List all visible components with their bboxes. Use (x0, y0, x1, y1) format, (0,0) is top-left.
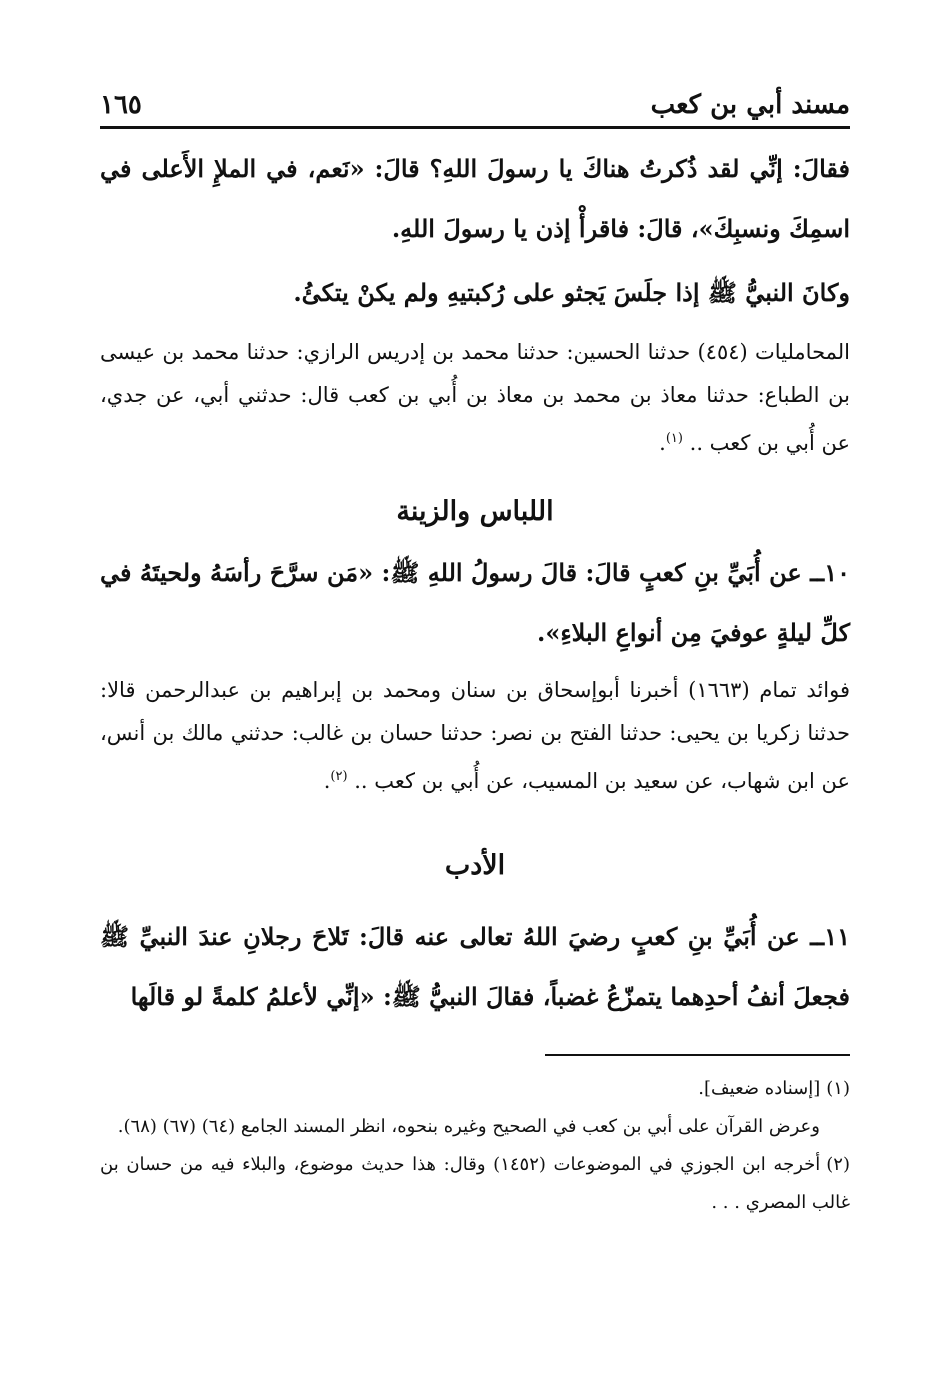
section-heading-clothing: اللباس والزينة (396, 496, 554, 527)
section-heading-manners: الأدب (444, 850, 506, 881)
footnote-2 (100, 1146, 850, 1222)
hadith-10: ١٠ــ عن أُبَيِّ بنِ كعبٍ قالَ: قالَ رسولُ اللهِ ﷺ: «مَن سرَّحَ رأسَهُ ولحيتَهُ في كلِّ ليلةٍ عوفيَ مِن أنواعِ البلاءِ». (100, 558, 850, 647)
footnote-ref-2: (٢) (330, 769, 348, 784)
source-text-1: المحامليات (٤٥٤) حدثنا الحسين: حدثنا محمد بن إدريس الرازي: حدثنا محمد بن عيسى بن الطباع: حدثنا معاذ بن محمد بن معاذ بن أُبي بن كعب قال: حدثني أبي، عن جدي، عن أُبي بن كعب .. $^{(١)}$. (100, 340, 851, 455)
page-header (100, 72, 850, 129)
footnote-divider (545, 1054, 850, 1056)
footnote-number: (١) (826, 1078, 850, 1099)
hadith-11: ١١ــ عن أُبَيِّ بنِ كعبٍ رضيَ اللهُ تعالى عنه قالَ: تَلاحَ رجلانِ عندَ النبيِّ ﷺ فجعلَ أنفُ أحدِهما يتمزّعُ غضباً، فقالَ النبيُّ ﷺ: «إنِّي لأعلمُ كلمةً لو قالَها (100, 922, 850, 1011)
footnote-1 (100, 1070, 850, 1108)
running-title: مسند أبي بن كعب (650, 90, 850, 120)
page-number: ١٦٥ (100, 90, 142, 120)
hadith-continuation: فقالَ: إنِّي لقد ذُكرتُ هناكَ يا رسولَ اللهِ؟ قالَ: «نَعم، في الملإِ الأَعلى في اسمِكَ ونسبِكَ»، قالَ: فاقرأْ إذن يا رسولَ اللهِ. (100, 154, 850, 243)
source-text-1-body: المحامليات (٤٥٤) حدثنا الحسين: حدثنا محمد بن إدريس الرازي: حدثنا محمد بن عيسى بن الطباع: حدثنا معاذ بن محمد بن معاذ بن أُبي بن كعب قال: حدثني أبي، عن جدي، عن أُبي بن كعب .. (100, 340, 851, 455)
footnote-text: أخرجه ابن الجوزي في الموضوعات (١٤٥٢) وقال: هذا حديث موضوع، والبلاء فيه من حسان بن غالب المصري . . . (100, 1154, 850, 1213)
source-text-2-body: فوائد تمام (١٦٦٣) أخبرنا أبوإسحاق بن سنان ومحمد بن إبراهيم بن عبدالرحمن قالا: حدثنا زكريا بن يحيى: حدثنا الفتح بن نصر: حدثنا حسان بن غالب: حدثني مالك بن أنس، عن ابن شهاب، عن سعيد بن المسيب، عن أُبي بن كعب .. (100, 678, 850, 793)
page (100, 72, 850, 1027)
footnotes (100, 1070, 850, 1222)
footnote-text: [إسناده ضعيف]. (698, 1078, 821, 1099)
footnote-ref-1: (١) (665, 431, 683, 446)
hadith-note: وكانَ النبيُّ ﷺ إذا جلَسَ يَجثو على رُكبتيهِ ولم يكنْ يتكئُ. (293, 278, 850, 307)
footnote-number: (٢) (826, 1154, 850, 1175)
source-text-2: فوائد تمام (١٦٦٣) أخبرنا أبوإسحاق بن سنان ومحمد بن إبراهيم بن عبدالرحمن قالا: حدثنا زكريا بن يحيى: حدثنا الفتح بن نصر: حدثنا حسان بن غالب: حدثني مالك بن أنس، عن ابن شهاب، عن سعيد بن المسيب، عن أُبي بن كعب .. $^{(٢)}$. (100, 678, 850, 793)
footnote-1-continuation (100, 1108, 850, 1146)
footnote-text: وعرض القرآن على أبي بن كعب في الصحيح وغيره بنحوه، انظر المسند الجامع (٦٤) (٦٧) (٦٨). (117, 1116, 820, 1137)
